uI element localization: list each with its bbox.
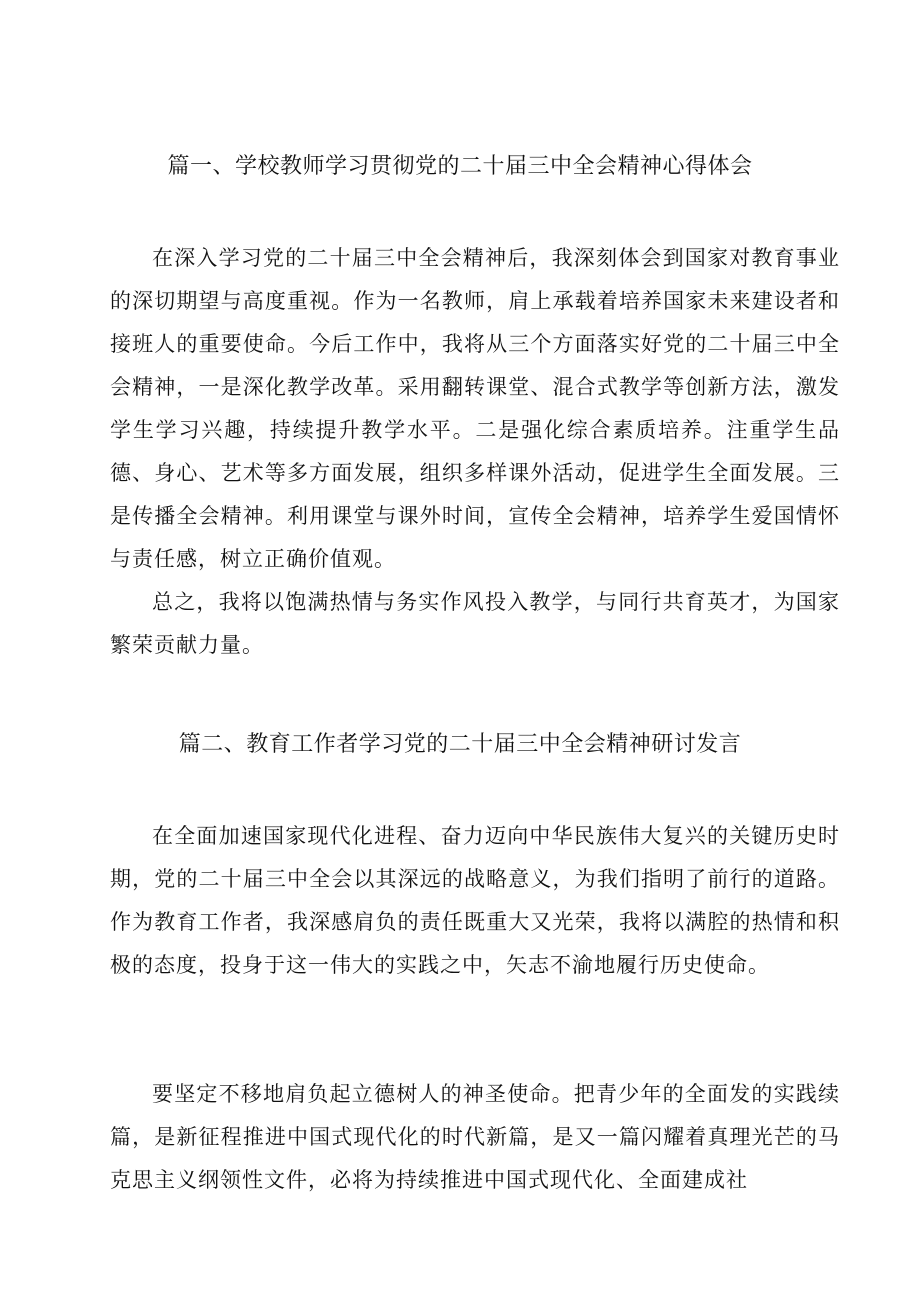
section-2-paragraph-2: 要坚定不移地肩负起立德树人的神圣使命。把青少年的全面发的实践续篇，是新征程推进中国式现代化的时代新篇，是又一篇闪耀着真理光芒的马克思主义纲领性文件，必将为持续推进中国式现代化、全面建成社 [110,1082,840,1192]
section-2-paragraph-1: 在全面加速国家现代化进程、奋力迈向中华民族伟大复兴的关键历史时期，党的二十届三中全会以其深远的战略意义，为我们指明了前行的道路。作为教育工作者，我深感肩负的责任既重大又光荣，我将以满腔的热情和积极的态度，投身于这一伟大的实践之中，矢志不渝地履行历史使命。 [110,824,840,977]
section-2-title: 篇二、教育工作者学习党的二十届三中全会精神研讨发言 [178,732,742,757]
section-1-paragraph-1: 在深入学习党的二十届三中全会精神后，我深刻体会到国家对教育事业的深切期望与高度重视。作为一名教师，肩上承载着培养国家未来建设者和接班人的重要使命。今后工作中，我将从三个方面落实好党的二十届三中全会精神，一是深化教学改革。采用翻转课堂、混合式教学等创新方法，激发学生学习兴趣，持续提升教学水平。二是强化综合素质培养。注重学生品德、身心、艺术等多方面发展，组织多样课外活动，促进学生全面发展。三是传播全会精神。利用课堂与课外时间，宣传全会精神，培养学生爱国情怀与责任感，树立正确价值观。 [110,246,840,571]
section-1-paragraph-2: 总之，我将以饱满热情与务实作风投入教学，与同行共育英才，为国家繁荣贡献力量。 [110,590,840,657]
section-1-title: 篇一、学校教师学习贯彻党的二十届三中全会精神心得体会 [167,154,753,179]
